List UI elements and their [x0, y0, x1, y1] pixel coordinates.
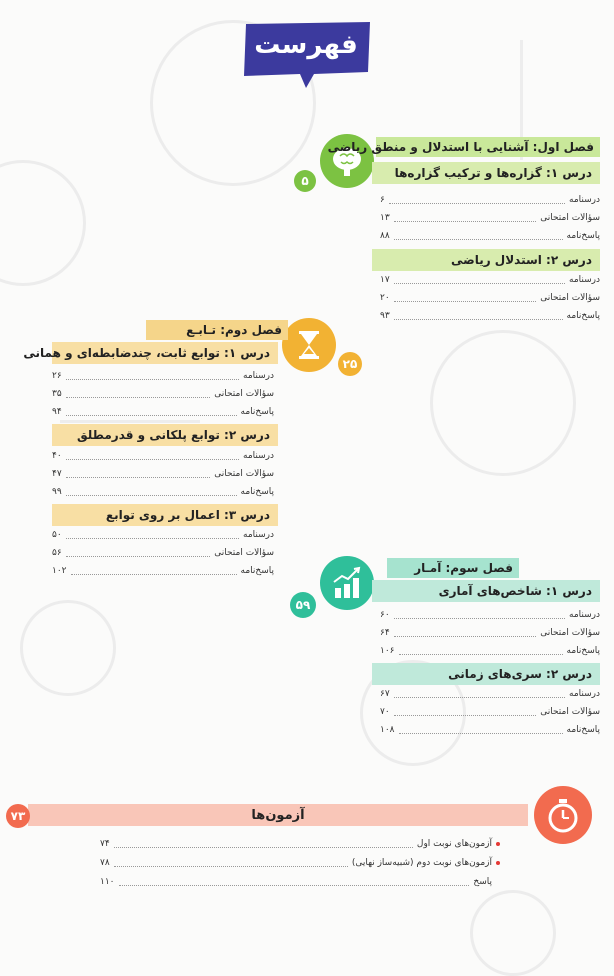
toc-row-label: سؤالات امتحانی	[214, 548, 274, 558]
toc-row-page: ۱۰۸	[380, 725, 395, 735]
toc-row-label: پاسخ‌نامه	[240, 487, 274, 497]
bullet-icon	[496, 842, 500, 846]
toc-row[interactable]	[380, 625, 600, 641]
chapter2-icon-circle	[282, 318, 336, 372]
toc-row-page: ۵۰	[52, 530, 62, 540]
toc-row-label: سؤالات امتحانی	[540, 707, 600, 717]
bullet-icon	[496, 861, 500, 865]
chapter1-lesson1-title: درس ۱: گزاره‌ها و ترکیب گزاره‌ها	[372, 162, 600, 184]
toc-row[interactable]	[52, 368, 274, 384]
toc-row[interactable]	[52, 563, 274, 579]
exam-row[interactable]	[100, 855, 500, 871]
toc-row-label: سؤالات امتحانی	[214, 469, 274, 479]
chapter3-page-badge: ۵۹	[290, 592, 316, 618]
exam-row-label: پاسخ	[473, 877, 492, 887]
background-doodle	[470, 890, 556, 976]
toc-row[interactable]	[380, 722, 600, 738]
chapter3-lesson1-title: درس ۱: شاخص‌های آماری	[372, 580, 600, 602]
toc-row-page: ۵۶	[52, 548, 62, 558]
toc-row[interactable]	[380, 607, 600, 623]
toc-row-page: ۱۳	[380, 213, 390, 223]
toc-row-label: درسنامه	[569, 610, 600, 620]
toc-row-page: ۴۰	[52, 451, 62, 461]
exam-row-page: ۷۸	[100, 858, 110, 868]
page-title-banner	[240, 22, 372, 78]
toc-row-label: درسنامه	[243, 451, 274, 461]
chapter1-title: فصل اول: آشنایی با استدلال و منطق ریاضی	[376, 137, 600, 157]
chapter2-page-badge: ۲۵	[338, 352, 362, 376]
toc-row[interactable]	[380, 290, 600, 306]
bar-chart-icon	[320, 556, 374, 610]
toc-row-label: پاسخ‌نامه	[566, 311, 600, 321]
toc-row[interactable]	[380, 686, 600, 702]
exam-row-label: آزمون‌های نوبت اول	[416, 839, 492, 849]
toc-row-page: ۳۵	[52, 389, 62, 399]
toc-row-label: سؤالات امتحانی	[540, 293, 600, 303]
toc-row[interactable]	[380, 192, 600, 208]
toc-row-page: ۱۷	[380, 275, 390, 285]
toc-row[interactable]	[380, 308, 600, 324]
toc-row[interactable]	[52, 386, 274, 402]
chapter3-icon-circle	[320, 556, 374, 610]
toc-row-label: پاسخ‌نامه	[240, 566, 274, 576]
stopwatch-icon	[534, 786, 592, 844]
background-doodle	[60, 420, 200, 423]
toc-row-label: پاسخ‌نامه	[566, 646, 600, 656]
toc-row-page: ۷۰	[380, 707, 390, 717]
toc-row[interactable]	[52, 448, 274, 464]
exams-page-badge: ۷۳	[6, 804, 30, 828]
toc-row-label: سؤالات امتحانی	[540, 628, 600, 638]
toc-row-page: ۲۰	[380, 293, 390, 303]
toc-row-label: درسنامه	[569, 195, 600, 205]
toc-row-label: درسنامه	[243, 371, 274, 381]
exam-row-label: آزمون‌های نوبت دوم (شبیه‌ساز نهایی)	[351, 858, 492, 868]
hourglass-icon	[282, 318, 336, 372]
chapter1-page-badge: ۵	[294, 170, 316, 192]
toc-row[interactable]	[380, 228, 600, 244]
toc-row-page: ۶۰	[380, 610, 390, 620]
toc-row[interactable]	[52, 466, 274, 482]
exam-row[interactable]	[100, 874, 492, 890]
toc-row-label: سؤالات امتحانی	[540, 213, 600, 223]
exam-row-page: ۱۱۰	[100, 877, 115, 887]
toc-row[interactable]	[52, 484, 274, 500]
toc-row-label: پاسخ‌نامه	[566, 231, 600, 241]
chapter2-lesson3-title: درس ۳: اعمال بر روی توابع	[52, 504, 278, 526]
chapter2-lesson2-title: درس ۲: توابع پلکانی و قدرمطلق	[52, 424, 278, 446]
toc-row-label: پاسخ‌نامه	[566, 725, 600, 735]
toc-row-page: ۱۰۲	[52, 566, 67, 576]
toc-row-page: ۶۴	[380, 628, 390, 638]
exams-title-bar	[28, 804, 528, 826]
toc-row[interactable]	[380, 272, 600, 288]
exam-row-page: ۷۴	[100, 839, 110, 849]
chapter3-title: فصل سوم: آمـار	[387, 558, 519, 578]
exams-icon-circle	[534, 786, 592, 844]
chapter3-lesson2-title: درس ۲: سری‌های زمانی	[372, 663, 600, 685]
toc-row-page: ۶۷	[380, 689, 390, 699]
background-doodle	[430, 330, 576, 476]
chapter2-lesson1-title: درس ۱: توابع ثابت، چندضابطه‌ای و همانی	[52, 342, 278, 364]
background-doodle	[20, 600, 116, 696]
toc-row-page: ۱۰۶	[380, 646, 395, 656]
exam-row[interactable]	[100, 836, 500, 852]
toc-row-label: درسنامه	[243, 530, 274, 540]
toc-row-page: ۲۶	[52, 371, 62, 381]
toc-row-page: ۶	[380, 195, 385, 205]
toc-row-page: ۹۳	[380, 311, 390, 321]
toc-row-page: ۴۷	[52, 469, 62, 479]
chapter2-title: فصل دوم: تـابـع	[146, 320, 288, 340]
toc-row-label: درسنامه	[569, 275, 600, 285]
toc-row-page: ۹۹	[52, 487, 62, 497]
toc-row[interactable]	[380, 643, 600, 659]
exams-title: آزمون‌ها	[251, 808, 305, 823]
toc-row[interactable]	[52, 545, 274, 561]
toc-row[interactable]	[52, 404, 274, 420]
toc-row-label: پاسخ‌نامه	[240, 407, 274, 417]
toc-row-label: درسنامه	[569, 689, 600, 699]
background-doodle	[0, 160, 86, 286]
toc-row[interactable]	[380, 210, 600, 226]
toc-row[interactable]	[52, 527, 274, 543]
toc-row[interactable]	[380, 704, 600, 720]
toc-row-page: ۸۸	[380, 231, 390, 241]
toc-row-page: ۹۴	[52, 407, 62, 417]
chapter1-lesson2-title: درس ۲: استدلال ریاضی	[372, 249, 600, 271]
toc-row-label: سؤالات امتحانی	[214, 389, 274, 399]
page-title: فهرست	[254, 30, 358, 60]
